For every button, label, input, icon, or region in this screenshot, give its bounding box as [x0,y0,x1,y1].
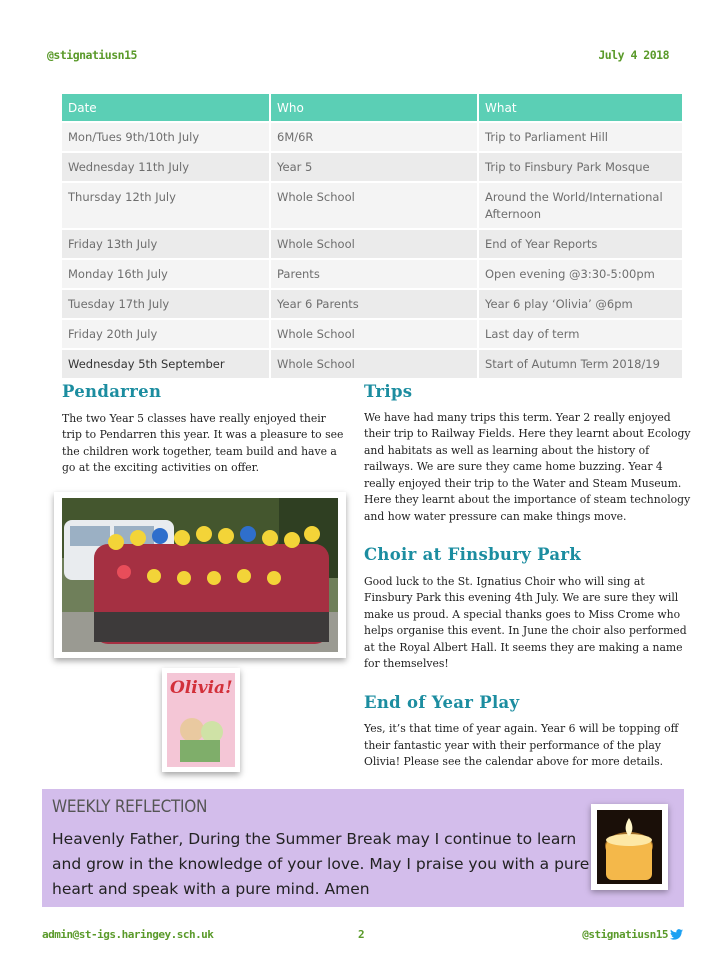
trips-heading: Trips [364,382,413,401]
cell-who: Whole School [270,182,478,229]
book-title: Olivia! [170,678,233,698]
cell-date: Tuesday 17th July [62,289,270,319]
olivia-book-cover [162,668,240,772]
cell-who: 6M/6R [270,122,478,152]
play-heading: End of Year Play [364,692,520,712]
pendarren-text: The two Year 5 classes have really enjoyed their trip to Pendarren this year. It was a pleasure to see the children work together, team build and have a go at the exciting activities on offer. [62,411,344,474]
table-row [62,289,683,319]
column-header-who: Who [270,94,478,122]
footer-handle: @stignatiusn15 [582,928,668,941]
table-row [62,229,683,259]
table-row [62,182,683,229]
cell-who: Year 5 [270,152,478,182]
cell-date: Thursday 12th July [62,182,270,229]
trips-text: We have had many trips this term. Year 2 really enjoyed their trip to Railway Fields. Here they learnt about Ecology and habitats as well as learning about the history of railways. We are sure they came home buzzing. Year 4 really enjoyed their trip to the Water and Steam Museum. Here they learnt about the importance of steam technology and how water pressure can make things move. [364,410,691,523]
cell-date: Friday 13th July [62,229,270,259]
reflection-text: Heavenly Father, During the Summer Break may I continue to learn and grow in the knowledge of your love. May I praise you with a pure heart and speak with a pure mind. Amen [52,830,590,898]
cell-what: End of Year Reports [478,229,683,259]
calendar-header-row [62,94,683,122]
cell-what: Start of Autumn Term 2018/19 [478,349,683,378]
choir-heading: Choir at Finsbury Park [364,545,582,564]
twitter-bird-icon [670,929,683,940]
footer-handle-group [582,928,683,941]
pendarren-heading: Pendarren [62,382,162,401]
header-handle: @stignatiusn15 [47,48,137,62]
footer-email: admin@st-igs.haringey.sch.uk [42,928,214,941]
candle-photo [591,804,668,890]
play-text: Yes, it’s that time of year again. Year 6 will be topping off their fantastic year with their performance of the play Olivia! Please see the calendar above for more details. [364,722,679,768]
cell-what: Last day of term [478,319,683,349]
cell-date: Friday 20th July [62,319,270,349]
cell-date: Mon/Tues 9th/10th July [62,122,270,152]
cell-what: Around the World/International Afternoon [478,182,683,229]
table-row [62,152,683,182]
table-row [62,349,683,378]
cell-what: Open evening @3:30-5:00pm [478,259,683,289]
cell-what: Year 6 play ‘Olivia’ @6pm [478,289,683,319]
group-photo-image [54,492,346,658]
calendar-table [62,94,684,378]
choir-text: Good luck to the St. Ignatius Choir who will sing at Finsbury Park this evening 4th July. We are sure they will make us proud. A special thanks goes to Miss Crome who helps organise this event. In June the choir also performed at the Royal Albert Hall. It seems they are making a name for themselves! [364,574,687,670]
cell-who: Parents [270,259,478,289]
cell-date: Monday 16th July [62,259,270,289]
reflection-title: WEEKLY REFLECTION [52,797,208,817]
candle-icon [591,804,668,890]
cell-what: Trip to Parliament Hill [478,122,683,152]
column-header-date: Date [62,94,270,122]
cell-date: Wednesday 11th July [62,152,270,182]
pendarren-photo [54,492,346,658]
cell-who: Whole School [270,349,478,378]
right-column [364,384,692,771]
header-date: July 4 2018 [598,48,669,62]
weekly-reflection-panel [42,789,684,907]
footer-page-number: 2 [358,928,365,941]
table-row [62,259,683,289]
cell-date: Wednesday 5th September [62,349,270,378]
pendarren-section [62,384,347,477]
cell-what: Trip to Finsbury Park Mosque [478,152,683,182]
column-header-what: What [478,94,683,122]
table-row [62,122,683,152]
cell-who: Whole School [270,229,478,259]
table-row [62,319,683,349]
cell-who: Year 6 Parents [270,289,478,319]
cell-who: Whole School [270,319,478,349]
